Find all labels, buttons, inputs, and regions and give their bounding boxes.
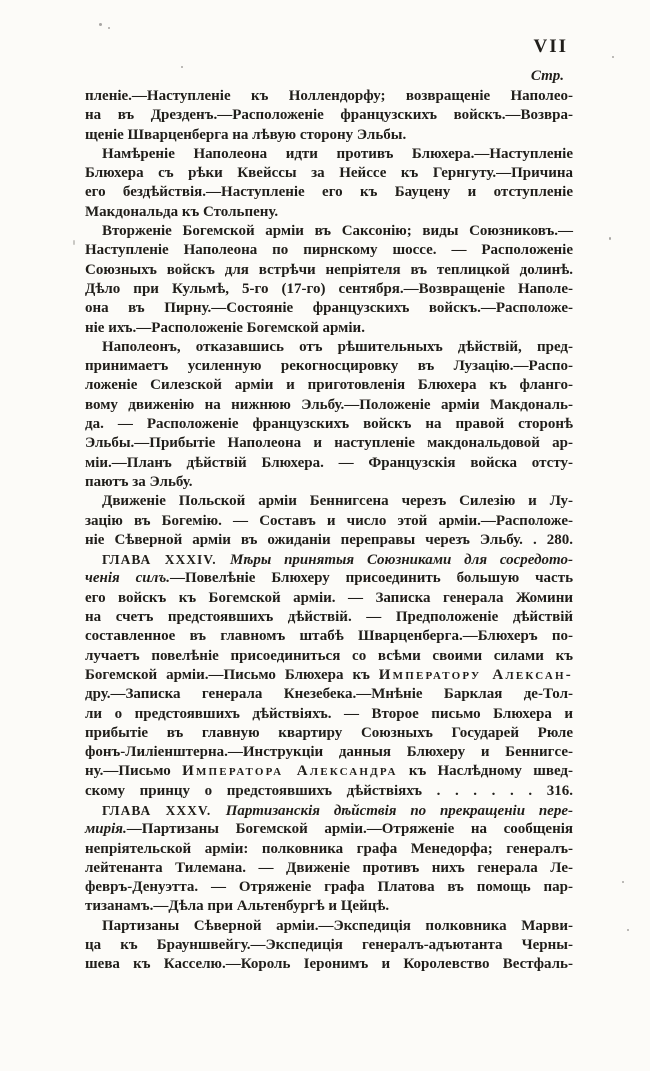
text-line xyxy=(85,743,573,762)
body-text-segment: дру.—Записка генерала Кнезебека.—Мнѣніе Барклая де-Тол- xyxy=(85,686,573,703)
body-text-segment: фонъ-Лиліенштерна.—Инструкціи данныя Блюхеру и Беннигсе- xyxy=(85,744,573,761)
body-text-segment: Дѣло при Кульмѣ, 5-го (17-го) сентября.—Возвращеніе Наполе- xyxy=(85,280,573,297)
body-text-segment: ну.—Письмо xyxy=(85,763,183,780)
text-line xyxy=(85,569,573,588)
text-line xyxy=(85,936,573,955)
text-line xyxy=(85,666,573,685)
emperor-name-text: Императору Алексан- xyxy=(378,666,573,683)
body-text-segment: къ Наслѣдному швед- xyxy=(397,763,573,780)
text-line xyxy=(85,280,573,299)
text-line xyxy=(85,492,573,511)
body-text-segment: ніе ихъ.—Расположеніе Богемской арміи. xyxy=(85,319,365,336)
text-line xyxy=(85,589,573,608)
text-line xyxy=(85,454,573,473)
body-text-segment: ложеніе Силезской арміи и приготовленія Блюхера къ фланго- xyxy=(85,377,573,394)
text-line xyxy=(85,261,573,280)
body-text-segment: Союзныхъ войскъ для встрѣчи непріятеля въ теплицкой долинѣ. xyxy=(85,261,573,278)
body-text-segment: прибытіе въ главную квартиру Союзныхъ Государей Рюле xyxy=(85,724,573,741)
body-text-segment: на въ Дрезденъ.—Расположеніе французскихъ войскъ.—Возвра- xyxy=(85,107,573,124)
text-line xyxy=(85,338,573,357)
scan-speck xyxy=(622,881,624,883)
text-line xyxy=(85,222,573,241)
body-text-segment: непріятельской арміи: полковника графа Менедорфа; генералъ- xyxy=(85,840,573,857)
body-text-segment: на счетъ предстоявшихъ дѣйствій. — Предположеніе дѣйствій xyxy=(85,609,573,626)
text-line xyxy=(85,241,573,260)
scan-speck xyxy=(609,237,611,240)
chapter-title-text: Партизанскія дѣйствія по прекращеніи пере- xyxy=(225,802,573,819)
body-text-segment: скому принцу о предстоявшихъ дѣйствіяхъ . . . . . . 316. xyxy=(85,782,573,799)
body-text-segment: Наступленіе Наполеона по пирнскому шоссе. — Расположеніе xyxy=(85,242,573,259)
scan-speck xyxy=(627,929,629,931)
emperor-name-text: Императора Александра xyxy=(182,763,398,780)
body-text-segment: Богемской арміи.—Письмо Блюхера къ xyxy=(85,666,379,683)
scan-speck xyxy=(181,66,183,68)
scan-speck xyxy=(99,23,102,26)
body-text-segment: лейтенанта Тилемана. — Движеніе противъ нихъ генерала Ле- xyxy=(85,859,573,876)
text-line xyxy=(85,531,573,550)
text-line xyxy=(85,917,573,936)
body-text-segment: Вторженіе Богемской арміи въ Саксонію; виды Союзниковъ.— xyxy=(102,223,573,240)
body-text-segment: зацію въ Богемію. — Составъ и число этой арміи.—Расположе- xyxy=(85,512,573,529)
body-text-segment: да. — Расположеніе французскихъ войскъ на правой сторонѣ xyxy=(85,416,573,433)
text-line xyxy=(85,724,573,743)
body-text-segment: вому движенію на нижнюю Эльбу.—Положеніе арміи Макдональ- xyxy=(85,396,573,413)
body-text-segment: шева къ Касселю.—Король Іеронимъ и Королевство Вестфаль- xyxy=(85,956,573,973)
text-line xyxy=(85,396,573,415)
text-line xyxy=(85,357,573,376)
text-line xyxy=(85,878,573,897)
body-text-segment: —Повелѣніе Блюхеру присоединить большую часть xyxy=(170,570,573,587)
text-line xyxy=(85,685,573,704)
chapter-heading-label: ГЛАВА XXXIV. xyxy=(102,552,231,568)
body-text-segment: принимаетъ усиленную рекогносцировку въ Лузацію.—Распо- xyxy=(85,358,573,375)
body-text-segment: Партизаны Сѣверной арміи.—Экспедиція полковника Марви- xyxy=(102,917,573,934)
text-line xyxy=(85,801,573,820)
text-line xyxy=(85,319,573,338)
text-line xyxy=(85,859,573,878)
text-line xyxy=(85,87,573,106)
page-number: VII xyxy=(533,36,568,57)
body-text-segment: Наполеонъ, отказавшись отъ рѣшительныхъ дѣйствій, пред- xyxy=(102,338,573,355)
text-line xyxy=(85,434,573,453)
body-text-segment: міи.—Планъ дѣйствій Блюхера. — Французскія войска отсту- xyxy=(85,454,573,471)
body-text-segment: Блюхера съ рѣки Квейссы за Нейссе къ Гернгуту.—Причина xyxy=(85,165,573,182)
body-text-segment: она въ Пирну.—Состояніе французскихъ войскъ.—Расположе- xyxy=(85,300,573,317)
body-text-segment: тизанамъ.—Дѣла при Альтенбургѣ и Цейцѣ. xyxy=(85,898,390,915)
text-line xyxy=(85,299,573,318)
text-line xyxy=(85,647,573,666)
text-line xyxy=(85,955,573,974)
chapter-heading-label: ГЛАВА XXXV. xyxy=(102,802,226,818)
body-text-segment: Намѣреніе Наполеона идти противъ Блюхера.—Наступленіе xyxy=(102,145,573,162)
body-text-segment: Эльбы.—Прибытіе Наполеона и наступленіе макдональдовой ар- xyxy=(85,435,573,452)
text-line xyxy=(85,512,573,531)
toc-text-block xyxy=(85,87,573,975)
body-text-segment: пленіе.—Наступленіе къ Ноллендорфу; возвращеніе Наполео- xyxy=(85,88,573,104)
body-text-segment: февръ-Денуэтта. — Отряженіе графа Платова въ помощь пар- xyxy=(85,879,573,896)
text-line xyxy=(85,820,573,839)
body-text-segment: паютъ за Эльбу. xyxy=(85,473,193,490)
text-line xyxy=(85,106,573,125)
body-text-segment: лучаетъ повелѣніе присоединиться со всѣми своими силами къ xyxy=(85,647,573,664)
text-line xyxy=(85,897,573,916)
body-text-segment: его бездѣйствія.—Наступленіе его къ Бауцену и отступленіе xyxy=(85,184,573,201)
chapter-title-text: ченія силъ. xyxy=(85,570,170,587)
text-line xyxy=(85,473,573,492)
scan-speck xyxy=(73,240,75,245)
body-text-segment: его войскъ къ Богемской арміи. — Записка генерала Жомини xyxy=(85,589,573,606)
chapter-title-text: мирія. xyxy=(85,821,127,838)
text-line xyxy=(85,550,573,569)
scan-speck xyxy=(108,27,110,29)
text-line xyxy=(85,376,573,395)
text-line xyxy=(85,627,573,646)
text-line xyxy=(85,705,573,724)
body-text-segment: ли о предстоявшихъ дѣйствіяхъ. — Второе письмо Блюхера и xyxy=(85,705,573,722)
text-line xyxy=(85,762,573,781)
body-text-segment: —Партизаны Богемской арміи.—Отряженіе на сообщенія xyxy=(126,821,573,838)
body-text-segment: ца къ Брауншвейгу.—Экспедиція генералъ-адъютанта Черны- xyxy=(85,937,573,954)
body-text-segment: составленное въ главномъ штабѣ Шварценберга.—Блюхеръ по- xyxy=(85,628,573,645)
page-column-header: Стр. xyxy=(530,68,564,84)
text-line xyxy=(85,415,573,434)
text-line xyxy=(85,840,573,859)
body-text-segment: Макдональда къ Стольпену. xyxy=(85,203,279,220)
text-line xyxy=(85,608,573,627)
scan-speck xyxy=(612,56,614,58)
body-text-segment: щеніе Шварценберга на лѣвую сторону Эльбы. xyxy=(85,126,407,143)
text-line xyxy=(85,782,573,801)
text-line xyxy=(85,183,573,202)
text-line xyxy=(85,164,573,183)
body-text-segment: ніе Сѣверной арміи въ ожиданіи переправы черезъ Эльбу. . 280. xyxy=(85,531,573,548)
body-text-segment: Движеніе Польской арміи Беннигсена черезъ Силезію и Лу- xyxy=(102,493,573,510)
text-line xyxy=(85,126,573,145)
text-line xyxy=(85,145,573,164)
text-line xyxy=(85,203,573,222)
chapter-title-text: Мѣры принятыя Союзниками для сосредото- xyxy=(230,552,573,569)
